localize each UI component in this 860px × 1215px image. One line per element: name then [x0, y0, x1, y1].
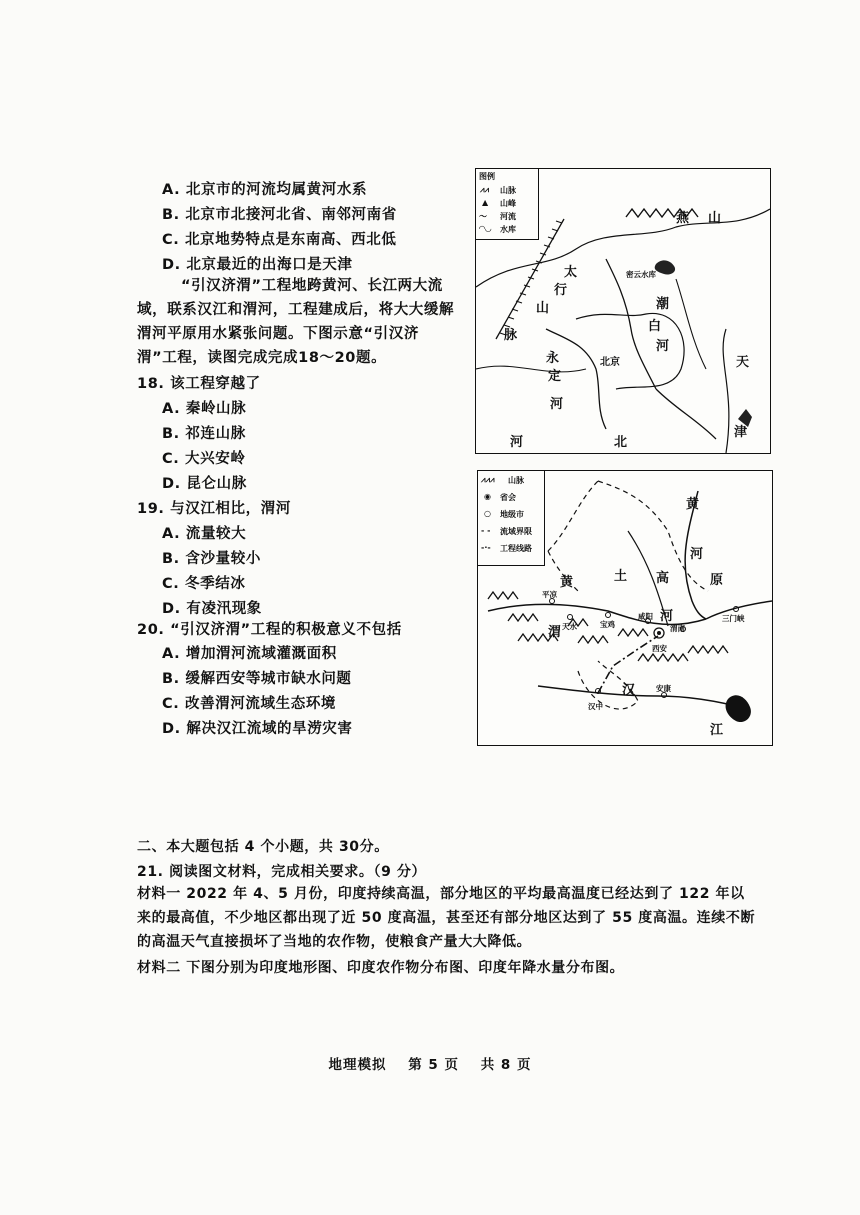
- basin-boundary-icon: - -: [481, 526, 491, 535]
- section-2-heading: 二、本大题包括 4 个小题，共 30分。: [137, 839, 389, 855]
- map1-legend: 图例 ⩘⩘ 山脉 ▲ 山峰 ～ 河流 ◠◡ 水库: [476, 169, 539, 240]
- wei-river: [488, 604, 706, 624]
- q18-option-b[interactable]: B. 祁连山脉: [162, 426, 246, 442]
- q17-option-d[interactable]: D. 北京最近的出海口是天津: [162, 257, 353, 273]
- reservoir-blob: [726, 695, 751, 722]
- q19-stem: 19. 与汉江相比，渭河: [137, 501, 291, 517]
- mountain-range-icon: ⩘⩘⩘: [481, 475, 495, 484]
- tianshui-dot: [568, 615, 573, 620]
- xian-capital-dot: [657, 631, 661, 635]
- mountain-range-icon: ⩘⩘: [480, 185, 490, 194]
- yinhan-jiwei-map: ⩘⩘⩘ 山脉 ◉ 省会 ○ 地级市 - - 流域界限 -·- 工程线路 黄 河 原 黄 土 高 渭 河 汉 江 平凉 天水 宝鸡 咸阳 渭南 西安 三门峡 汉中 安康: [477, 470, 773, 746]
- q17-option-b[interactable]: B. 北京市北接河北省、南邻河南省: [162, 207, 397, 223]
- reservoir-icon: ◠◡: [479, 224, 492, 233]
- q18-option-c[interactable]: C. 大兴安岭: [162, 451, 246, 467]
- province-border-west: [476, 366, 586, 372]
- q20-option-d[interactable]: D. 解决汉江流域的旱涝灾害: [162, 721, 353, 737]
- haihe-river: [656, 389, 716, 439]
- q21-stem: 21. 阅读图文材料，完成相关要求。（9 分）: [137, 864, 427, 880]
- map2-legend: ⩘⩘⩘ 山脉 ◉ 省会 ○ 地级市 - - 流域界限 -·- 工程线路: [478, 471, 545, 566]
- q20-option-b[interactable]: B. 缓解西安等城市缺水问题: [162, 671, 352, 687]
- intro-paragraph: “引汉济渭”工程地跨黄河、长江两大流域，联系汉江和渭河，工程建成后，将大大缓解渭河平原用水紧张问题。下图示意“引汉济渭”工程，读图完成完成18～20题。: [137, 278, 455, 366]
- river-icon: ～: [479, 212, 487, 221]
- provincial-capital-icon: ◉: [484, 492, 491, 501]
- mountain-peak-icon: ▲: [482, 198, 489, 207]
- beijing-map: 图例 ⩘⩘ 山脉 ▲ 山峰 ～ 河流 ◠◡ 水库 燕 山 太 行 山 脉 潮 白 河 永 定 河 天 津 河 北 北京 密云水库: [475, 168, 771, 454]
- q18-option-d[interactable]: D. 昆仑山脉: [162, 476, 247, 492]
- q20-option-a[interactable]: A. 增加渭河流域灌溉面积: [162, 646, 337, 662]
- q18-stem: 18. 该工程穿越了: [137, 376, 261, 392]
- page-footer: 地理模拟 第 5 页 共 8 页: [328, 1057, 532, 1073]
- material-1: 材料一 2022 年 4、5 月份，印度持续高温，部分地区的平均最高温度已经达到了 122 年以来的最高值，不少地区都出现了近 50 度高温，甚至还有部分地区达到了 55 度高温。连续不断的高温天气直接损坏了当地的农作物，使粮食产量大大降低。: [137, 886, 756, 950]
- q20-option-c[interactable]: C. 改善渭河流域生态环境: [162, 696, 337, 712]
- q19-option-a[interactable]: A. 流量较大: [162, 526, 247, 542]
- q17-option-a[interactable]: A. 北京市的河流均属黄河水系: [162, 182, 368, 198]
- q19-option-c[interactable]: C. 冬季结冰: [162, 576, 246, 592]
- q19-option-b[interactable]: B. 含沙量较小: [162, 551, 261, 567]
- q18-option-a[interactable]: A. 秦岭山脉: [162, 401, 247, 417]
- q20-stem: 20. “引汉济渭”工程的积极意义不包括: [137, 622, 402, 638]
- material-2: 材料二 下图分别为印度地形图、印度农作物分布图、印度年降水量分布图。: [137, 960, 625, 976]
- legend-title: 图例: [479, 172, 495, 181]
- baoji-dot: [606, 613, 611, 618]
- river-east: [676, 279, 706, 369]
- prefecture-city-icon: ○: [484, 509, 491, 518]
- tianjin-border: [723, 329, 729, 453]
- project-line-icon: -·-: [481, 543, 491, 552]
- miyun-reservoir: [655, 260, 675, 274]
- q17-option-c[interactable]: C. 北京地势特点是东南高、西北低: [162, 232, 397, 248]
- han-river: [538, 686, 748, 709]
- q19-option-d[interactable]: D. 有凌汛现象: [162, 601, 262, 617]
